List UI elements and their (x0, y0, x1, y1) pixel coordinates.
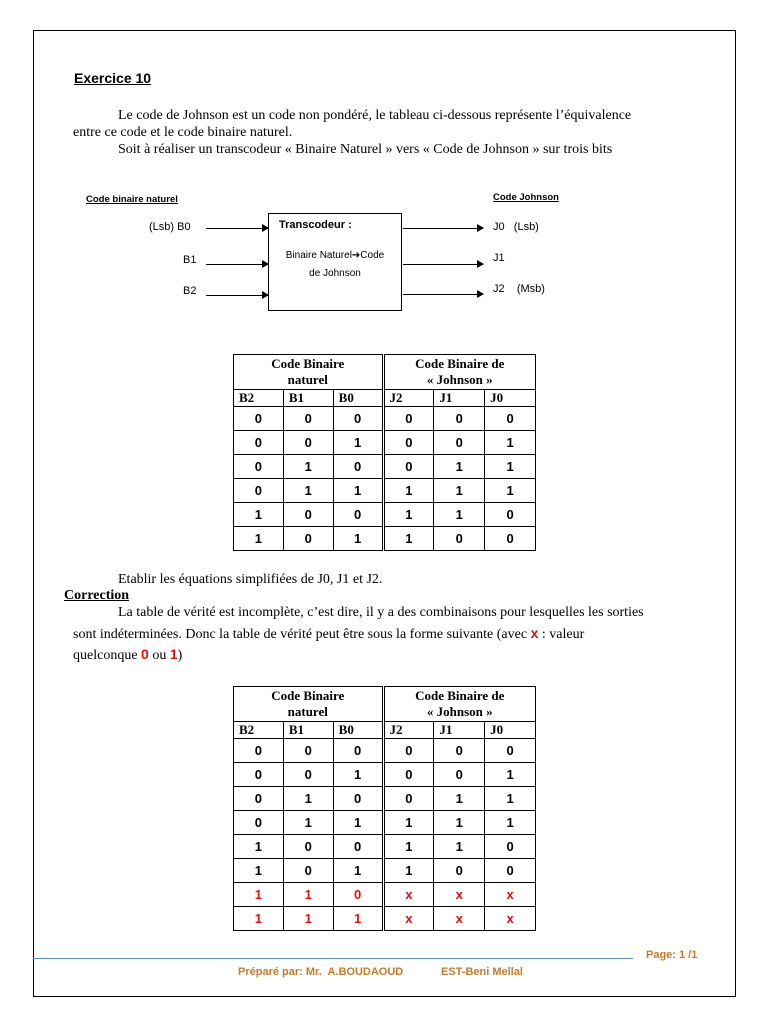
group-header-johnson: Code Binaire de « Johnson » (383, 687, 536, 722)
table-cell: 0 (234, 739, 284, 763)
table-cell: 0 (333, 835, 383, 859)
column-header: J2 (383, 722, 434, 739)
table-cell: 0 (333, 739, 383, 763)
table-cell: 0 (485, 407, 536, 431)
correction-line-2: sont indéterminées. Donc la table de vérité peut être sous la forme suivante (avec x : valeur (73, 625, 585, 642)
table-cell: 0 (485, 835, 536, 859)
input-arrow-b0 (206, 228, 268, 229)
table-cell: 0 (234, 811, 284, 835)
table-row (234, 527, 536, 551)
column-header: J0 (485, 390, 536, 407)
column-header: B1 (283, 722, 333, 739)
intro-line-1: Le code de Johnson est un code non pondéré, le tableau ci-dessous représente l’équivalence (118, 108, 632, 123)
table-cell: 1 (234, 835, 284, 859)
table-cell: 1 (383, 835, 434, 859)
table-cell: 0 (383, 455, 434, 479)
column-header: B0 (333, 722, 383, 739)
column-header: B2 (234, 722, 284, 739)
table-cell: 0 (234, 407, 284, 431)
column-header: J0 (485, 722, 536, 739)
table-cell: 1 (485, 455, 536, 479)
table-row (234, 763, 536, 787)
table-cell: 1 (383, 503, 434, 527)
table-cell: 0 (283, 739, 333, 763)
intro-line-3: Soit à réaliser un transcodeur « Binaire Naturel » vers « Code de Johnson » sur trois bits (118, 142, 613, 157)
johnson-table-completed (233, 686, 536, 931)
table-cell: 0 (234, 455, 284, 479)
table-row (234, 883, 536, 907)
table-row (234, 907, 536, 931)
table-cell: 1 (485, 431, 536, 455)
table-row (234, 503, 536, 527)
transcoder-box (268, 213, 402, 311)
table-cell: 1 (383, 859, 434, 883)
task-text: Etablir les équations simplifiées de J0, J1 et J2. (118, 572, 383, 587)
table-cell: 1 (383, 811, 434, 835)
table-row (234, 811, 536, 835)
table-cell: 0 (283, 859, 333, 883)
table-cell: x (434, 907, 485, 931)
output-header: Code Johnson (493, 192, 559, 203)
table-cell: 0 (283, 407, 333, 431)
column-header: B0 (333, 390, 383, 407)
exercise-title: Exercice 10 (74, 70, 152, 86)
table-cell: 0 (434, 739, 485, 763)
box-line-2: de Johnson (309, 268, 361, 279)
table-cell: 0 (485, 503, 536, 527)
table-cell: 1 (283, 479, 333, 503)
table-cell: 0 (333, 883, 383, 907)
x-symbol: x (530, 625, 539, 641)
box-title: Transcodeur : (279, 219, 352, 231)
table-cell: 1 (434, 811, 485, 835)
table-cell: 1 (234, 527, 284, 551)
table-cell: 1 (283, 883, 333, 907)
one-symbol: 1 (169, 646, 178, 662)
table-cell: 0 (283, 503, 333, 527)
table-cell: 0 (383, 739, 434, 763)
table-cell: 0 (234, 479, 284, 503)
table-row (234, 455, 536, 479)
column-header: B1 (283, 390, 333, 407)
group-header-binary: Code Binaire naturel (234, 355, 384, 390)
footer-divider (33, 958, 633, 959)
table-row (234, 479, 536, 503)
table-cell: x (383, 907, 434, 931)
output-label-j0: J0 (Lsb) (493, 221, 539, 233)
table-cell: 1 (333, 811, 383, 835)
table-cell: 1 (234, 907, 284, 931)
table-header-row (234, 390, 536, 407)
table-cell: 1 (333, 859, 383, 883)
input-arrow-b1 (206, 264, 268, 265)
table-cell: x (434, 883, 485, 907)
table-cell: 1 (234, 503, 284, 527)
table-cell: 0 (383, 787, 434, 811)
table-row (234, 787, 536, 811)
table-cell: x (485, 883, 536, 907)
table-cell: 1 (283, 907, 333, 931)
input-label-b1: B1 (183, 254, 197, 266)
correction-line-1: La table de vérité est incomplète, c’est dire, il y a des combinaisons pour lesquelles les sorties (118, 605, 644, 620)
page-number: Page: 1 /1 (646, 949, 698, 961)
table-cell: 1 (485, 763, 536, 787)
table-cell: 0 (383, 407, 434, 431)
table-cell: 1 (434, 479, 485, 503)
table-cell: 0 (333, 787, 383, 811)
table-cell: 1 (434, 835, 485, 859)
table-cell: 0 (234, 787, 284, 811)
table-cell: 1 (485, 479, 536, 503)
table-cell: 1 (333, 907, 383, 931)
johnson-table (233, 354, 536, 551)
input-label-b2: B2 (183, 285, 197, 297)
table-row (234, 407, 536, 431)
table-cell: 0 (383, 431, 434, 455)
table-cell: 0 (434, 407, 485, 431)
table-cell: 1 (283, 455, 333, 479)
group-header-johnson: Code Binaire de « Johnson » (383, 355, 536, 390)
table-cell: 0 (283, 835, 333, 859)
column-header: J2 (383, 390, 434, 407)
table-cell: 1 (434, 455, 485, 479)
table-row (234, 835, 536, 859)
correction-heading: Correction (64, 588, 130, 603)
table-cell: 0 (485, 527, 536, 551)
table-cell: 0 (283, 527, 333, 551)
table-cell: 0 (234, 763, 284, 787)
table-cell: 1 (383, 479, 434, 503)
table-row (234, 431, 536, 455)
group-header-binary: Code Binaire naturel (234, 687, 384, 722)
output-label-j1: J1 (493, 252, 505, 264)
footer-school: EST-Beni Mellal (441, 966, 523, 978)
table-cell: 1 (283, 811, 333, 835)
output-arrow-j0 (403, 228, 483, 229)
table-cell: 1 (333, 527, 383, 551)
table-cell: x (485, 907, 536, 931)
correction-line-3: quelconque 0 ou 1) (73, 646, 183, 663)
table-cell: 1 (333, 431, 383, 455)
input-label-b0: (Lsb) B0 (149, 221, 191, 233)
table-cell: 1 (485, 787, 536, 811)
table-cell: 0 (333, 407, 383, 431)
table-cell: 0 (434, 527, 485, 551)
table-cell: 1 (383, 527, 434, 551)
table-cell: 0 (283, 763, 333, 787)
table-cell: 1 (485, 811, 536, 835)
table-cell: 0 (333, 503, 383, 527)
column-header: B2 (234, 390, 284, 407)
output-label-j2: J2 (Msb) (493, 283, 545, 295)
table-cell: 1 (234, 859, 284, 883)
input-arrow-b2 (206, 295, 268, 296)
zero-symbol: 0 (141, 646, 149, 662)
footer-author: Préparé par: Mr. A.BOUDAOUD (238, 966, 404, 978)
intro-line-2: entre ce code et le code binaire naturel. (73, 125, 293, 140)
table-cell: 1 (234, 883, 284, 907)
table-cell: 1 (333, 763, 383, 787)
table-cell: 1 (333, 479, 383, 503)
output-arrow-j2 (403, 294, 483, 295)
box-line-1: Binaire Naturel➔Code (285, 250, 385, 261)
table-cell: 0 (485, 739, 536, 763)
table-cell: 0 (434, 763, 485, 787)
input-header: Code binaire naturel (86, 194, 178, 205)
table-cell: 0 (333, 455, 383, 479)
table-header-row (234, 722, 536, 739)
table-cell: 0 (434, 859, 485, 883)
column-header: J1 (434, 722, 485, 739)
table-cell: 1 (434, 503, 485, 527)
table-cell: 0 (383, 763, 434, 787)
table-cell: x (383, 883, 434, 907)
column-header: J1 (434, 390, 485, 407)
table-cell: 0 (234, 431, 284, 455)
table-cell: 1 (283, 787, 333, 811)
table-cell: 1 (434, 787, 485, 811)
output-arrow-j1 (403, 264, 483, 265)
table-cell: 0 (485, 859, 536, 883)
table-cell: 0 (283, 431, 333, 455)
table-row (234, 739, 536, 763)
table-cell: 0 (434, 431, 485, 455)
table-row (234, 859, 536, 883)
